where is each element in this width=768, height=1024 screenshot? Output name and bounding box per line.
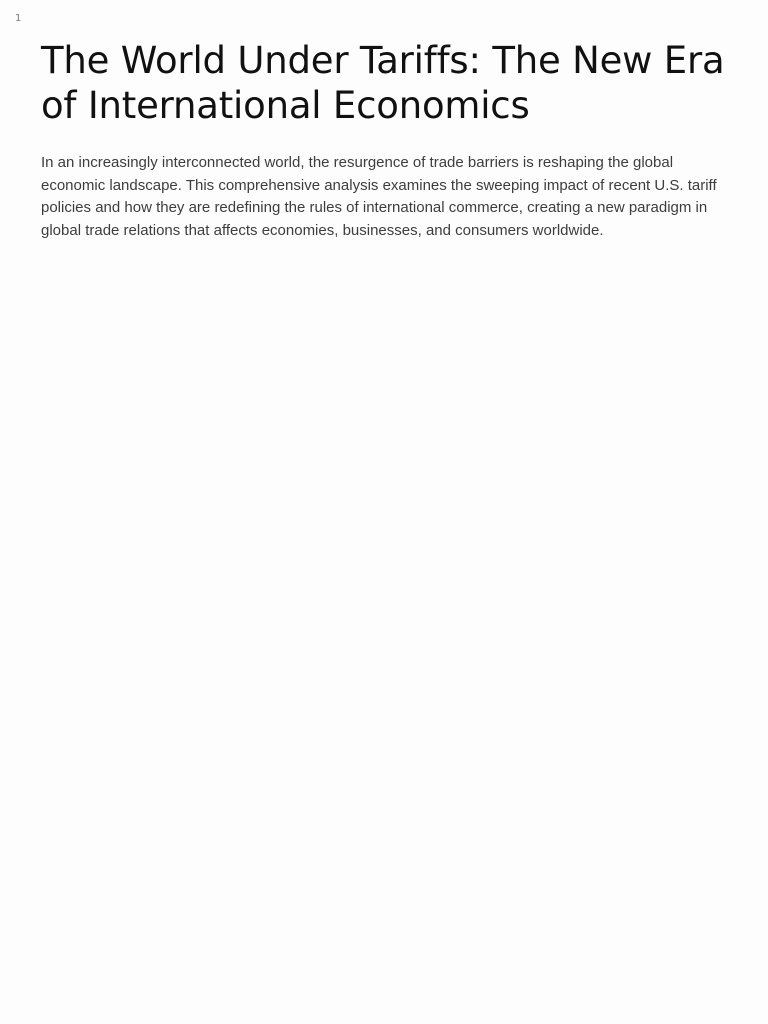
page-number: 1 xyxy=(15,13,22,24)
article-intro: In an increasingly interconnected world, the resurgence of trade barriers is reshaping the global economic landscape. This comprehensive analysis examines the sweeping impact of recent U.S. tariff policies and how they are redefining the rules of international commerce, creating a new paradigm in global trade relations that affects economies, businesses, and consumers worldwide. xyxy=(41,154,717,239)
article-title: The World Under Tariffs: The New Era of International Economics xyxy=(41,39,725,127)
article xyxy=(41,38,731,242)
